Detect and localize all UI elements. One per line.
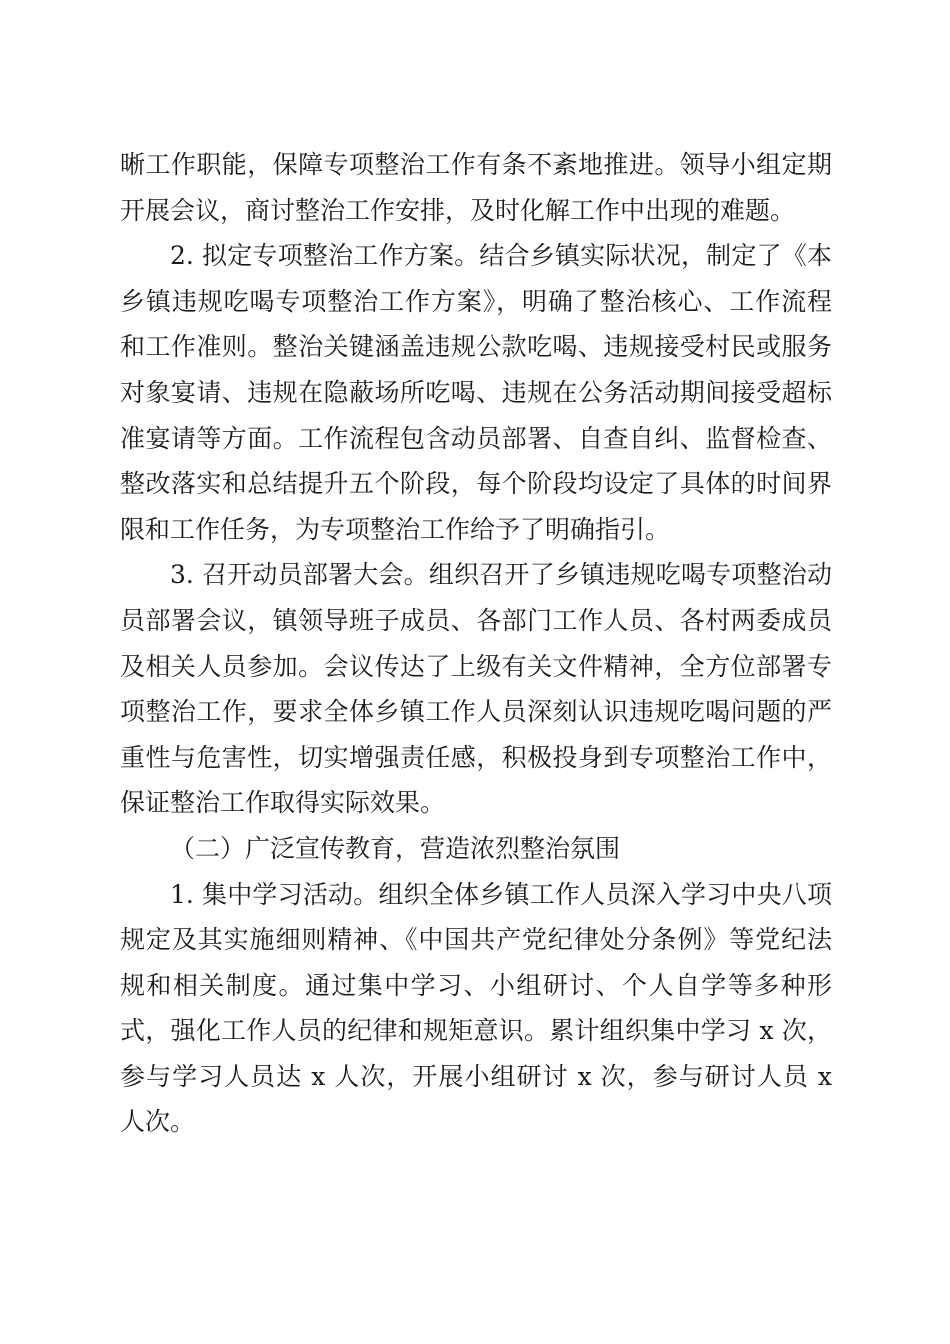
paragraph-meeting: 3. 召开动员部署大会。组织召开了乡镇违规吃喝专项整治动员部署会议，镇领导班子成员、各部门工作人员、各村两委成员及相关人员参加。会议传达了上级有关文件精神，全方位部署专项整治工作，要求全体乡镇工作人员深刻认识违规吃喝问题的严重性与危害性，切实增强责任感，积极投身到专项整治工作中，保证整治工作取得实际效果。 xyxy=(120,560,832,818)
paragraph-study: 1. 集中学习活动。组织全体乡镇工作人员深入学习中央八项规定及其实施细则精神、《中国共产党纪律处分条例》等党纪法规和相关制度。通过集中学习、小组研讨、个人自学等多种形式，强化工作人员的纪律和规矩意识。累计组织集中学习 x 次，参与学习人员达 x 人次，开展小组研讨 x 次，参与研讨人员 x 人次。 xyxy=(120,879,832,1137)
paragraph-plan: 2. 拟定专项整治工作方案。结合乡镇实际状况，制定了《本乡镇违规吃喝专项整治工作方案》，明确了整治核心、工作流程和工作准则。整治关键涵盖违规公款吃喝、违规接受村民或服务对象宴请、违规在隐蔽场所吃喝、违规在公务活动期间接受超标准宴请等方面。工作流程包含动员部署、自查自纠、监督检查、整改落实和总结提升五个阶段，每个阶段均设定了具体的时间界限和工作任务，为专项整治工作给予了明确指引。 xyxy=(120,241,832,544)
section-heading: （二）广泛宣传教育，营造浓烈整治氛围 xyxy=(170,833,621,863)
document-body xyxy=(120,142,832,1145)
paragraph-continuation: 晰工作职能，保障专项整治工作有条不紊地推进。领导小组定期开展会议，商讨整治工作安排，及时化解工作中出现的难题。 xyxy=(120,150,832,225)
